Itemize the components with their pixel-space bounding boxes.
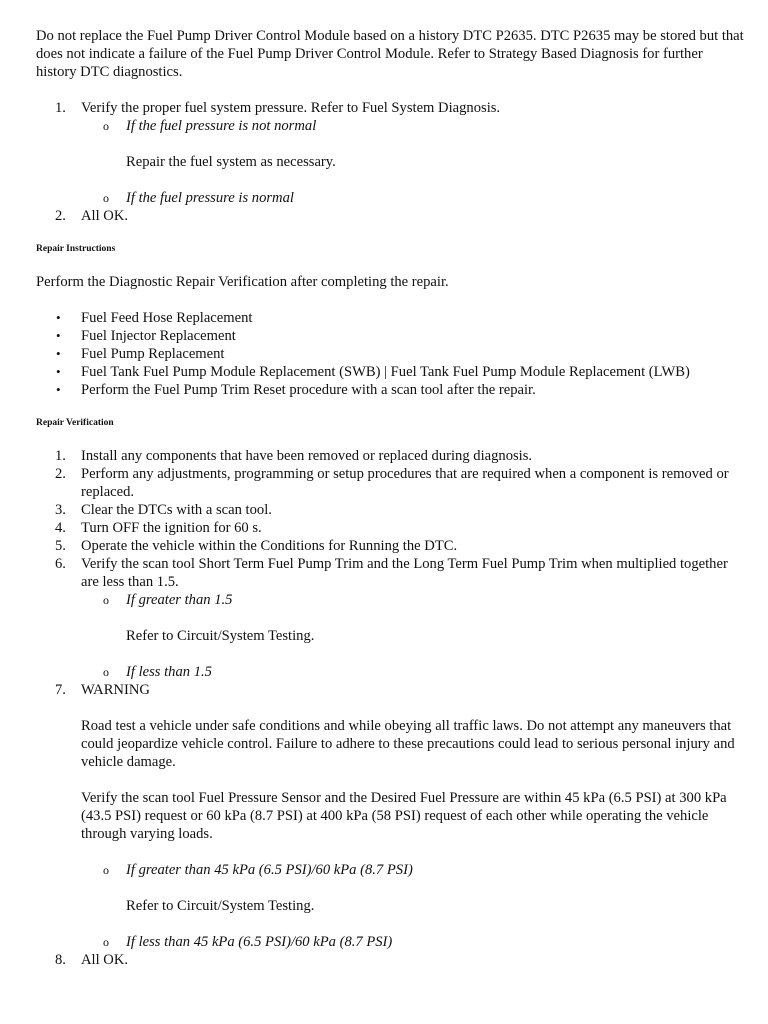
circle-bullet-icon: o xyxy=(103,119,109,133)
condition-text: If less than 1.5 xyxy=(126,664,212,680)
circle-bullet-icon: o xyxy=(103,593,109,607)
warning-label: WARNING xyxy=(81,682,150,698)
step-7-condition-less xyxy=(81,933,746,951)
bullet-icon: • xyxy=(56,364,61,379)
circle-bullet-icon: o xyxy=(103,863,109,877)
step-text: Perform any adjustments, programming or setup procedures that are required when a component is removed or replaced. xyxy=(81,466,729,500)
diag-step-1-condition-not-normal xyxy=(81,117,746,135)
step-text: Verify the scan tool Short Term Fuel Pump Trim and the Long Term Fuel Pump Trim when multiplied together are less than 1.5. xyxy=(81,556,728,590)
step-number: 2. xyxy=(55,208,66,224)
step-6-condition-less xyxy=(81,663,746,681)
repair-verification-heading: Repair Verification xyxy=(36,418,114,428)
step-text: Install any components that have been removed or replaced during diagnosis. xyxy=(81,448,533,464)
repair-procedure-link[interactable]: Fuel Injector Replacement xyxy=(81,328,236,344)
condition-action-text: Repair the fuel system as necessary. xyxy=(126,154,336,170)
step-7-condition-greater xyxy=(81,861,746,879)
step-number: 3. xyxy=(55,502,66,518)
diag-step-1-text: Verify the proper fuel system pressure. Refer to Fuel System Diagnosis. xyxy=(81,100,501,116)
list-item xyxy=(36,327,746,345)
repair-instructions-heading: Repair Instructions xyxy=(36,244,116,254)
circle-bullet-icon: o xyxy=(103,665,109,679)
bullet-icon: • xyxy=(56,328,61,343)
condition-text: If the fuel pressure is not normal xyxy=(126,118,317,134)
diagnostic-steps-list xyxy=(36,99,746,225)
step-text: Clear the DTCs with a scan tool. xyxy=(81,502,272,518)
step-6-condition-greater xyxy=(81,591,746,609)
verification-step-2 xyxy=(36,465,746,501)
circle-bullet-icon: o xyxy=(103,191,109,205)
document-page xyxy=(36,27,746,969)
circle-bullet-icon: o xyxy=(103,935,109,949)
list-item-text: Perform the Fuel Pump Trim Reset procedure with a scan tool after the repair. xyxy=(81,382,536,398)
repair-procedure-link[interactable]: Fuel Feed Hose Replacement xyxy=(81,310,253,326)
diag-step-2 xyxy=(36,207,746,225)
step-text: Operate the vehicle within the Conditions for Running the DTC. xyxy=(81,538,458,554)
step-7-text: Verify the scan tool Fuel Pressure Sensor and the Desired Fuel Pressure are within 45 kPa (6.5 PSI) at 300 kPa (43.5 PSI) request or 60 kPa (8.7 PSI) at 400 kPa (58 PSI) request of each other while operating the vehicle through varying loads. xyxy=(81,790,727,842)
repair-procedure-link[interactable]: Fuel Tank Fuel Pump Module Replacement (SWB) | Fuel Tank Fuel Pump Module Replacement (LWB) xyxy=(81,364,690,380)
repair-instructions-list xyxy=(36,309,746,399)
step-number: 1. xyxy=(55,448,66,464)
step-number: 4. xyxy=(55,520,66,536)
step-text: Turn OFF the ignition for 60 s. xyxy=(81,520,262,536)
list-item xyxy=(36,345,746,363)
step-number: 8. xyxy=(55,952,66,968)
diag-step-1-condition-normal xyxy=(81,189,746,207)
step-number: 1. xyxy=(55,100,66,116)
diag-step-1 xyxy=(36,99,746,207)
intro-paragraph: Do not replace the Fuel Pump Driver Control Module based on a history DTC P2635. DTC P2635 may be stored but that does not indicate a failure of the Fuel Pump Driver Control Module. Refer to Strategy Based Diagnosis for further history DTC diagnostics. xyxy=(36,28,744,80)
bullet-icon: • xyxy=(56,310,61,325)
list-item xyxy=(36,363,746,381)
verification-step-8 xyxy=(36,951,746,969)
condition-text: If the fuel pressure is normal xyxy=(126,190,294,206)
warning-text: Road test a vehicle under safe conditions and while obeying all traffic laws. Do not attempt any maneuvers that could jeopardize vehicle control. Failure to adhere to these precautions could lead to serious personal injury and vehicle damage. xyxy=(81,718,735,770)
bullet-icon: • xyxy=(56,346,61,361)
repair-instructions-intro: Perform the Diagnostic Repair Verification after completing the repair. xyxy=(36,274,449,290)
step-number: 7. xyxy=(55,682,66,698)
condition-text: If less than 45 kPa (6.5 PSI)/60 kPa (8.7 PSI) xyxy=(126,934,393,950)
verification-step-1 xyxy=(36,447,746,465)
step-text: All OK. xyxy=(81,952,129,968)
step-number: 2. xyxy=(55,466,66,482)
verification-step-7 xyxy=(36,681,746,951)
verification-step-6 xyxy=(36,555,746,681)
step-number: 6. xyxy=(55,556,66,572)
list-item xyxy=(36,381,746,399)
condition-action-text: Refer to Circuit/System Testing. xyxy=(126,898,315,914)
verification-step-5 xyxy=(36,537,746,555)
condition-action-text: Refer to Circuit/System Testing. xyxy=(126,628,315,644)
repair-verification-list xyxy=(36,447,746,969)
list-item xyxy=(36,309,746,327)
step-number: 5. xyxy=(55,538,66,554)
condition-text: If greater than 45 kPa (6.5 PSI)/60 kPa (8.7 PSI) xyxy=(126,862,413,878)
diag-step-2-text: All OK. xyxy=(81,208,129,224)
verification-step-3 xyxy=(36,501,746,519)
bullet-icon: • xyxy=(56,382,61,397)
repair-procedure-link[interactable]: Fuel Pump Replacement xyxy=(81,346,225,362)
condition-text: If greater than 1.5 xyxy=(126,592,233,608)
verification-step-4 xyxy=(36,519,746,537)
